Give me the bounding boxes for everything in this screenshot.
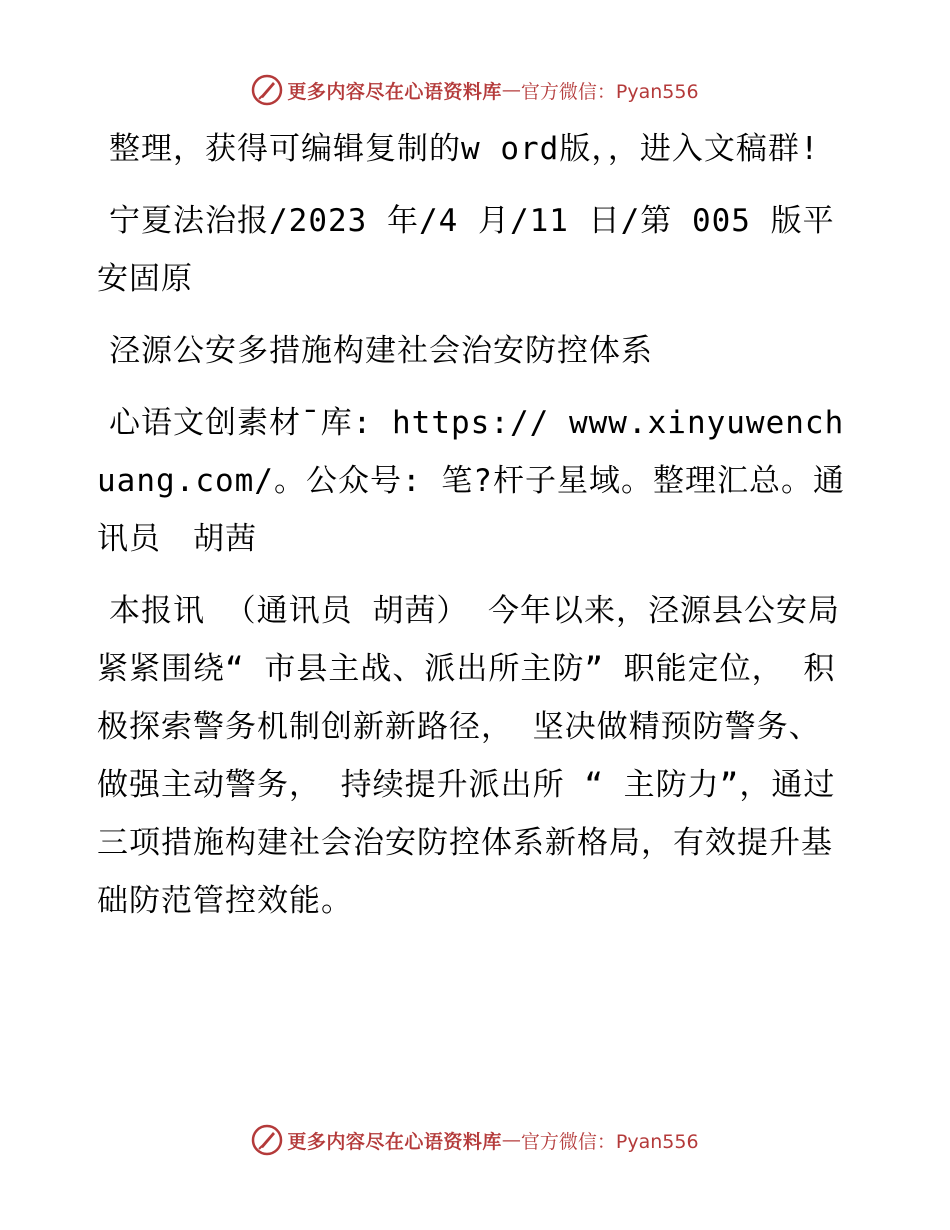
paragraph-source: 宁夏法治报/2023 年/4 月/11 日/第 005 版平安固原 [97,203,835,297]
paragraph-intro: 整理，获得可编辑复制的w ord版，，进入文稿群! [109,131,820,167]
quill-logo-icon [251,1124,283,1156]
document-body [97,120,857,944]
paragraph-library: 心语文创素材¯库: https:// www.xinyuwenchuang.com/。公众号: 笔?杆子星域。整理汇总。通讯员 胡茜 [97,405,845,557]
quill-logo-icon [251,74,283,106]
banner-text: 更多内容尽在心语资料库 [287,80,502,103]
banner-wechat: 官方微信：Pyan556 [520,80,699,103]
footer-banner [0,1120,950,1160]
article-title: 泾源公安多措施构建社会治安防控体系 [109,333,653,369]
banner-dash: — [501,1129,521,1151]
header-banner [0,70,950,110]
banner-wechat: 官方微信：Pyan556 [520,1130,699,1153]
banner-dash: — [501,79,521,101]
paragraph-main: 本报讯 （通讯员 胡茜） 今年以来，泾源县公安局紧紧围绕“ 市县主战、派出所主防” 职能定位， 积极探索警务机制创新新路径， 坚决做精预防警务、 做强主动警务， 持续提升派出所 “ 主防力”，通过三项措施构建社会治安防控体系新格局，有效提升基础防范管控效能。 [97,593,841,919]
banner-text: 更多内容尽在心语资料库 [287,1130,502,1153]
